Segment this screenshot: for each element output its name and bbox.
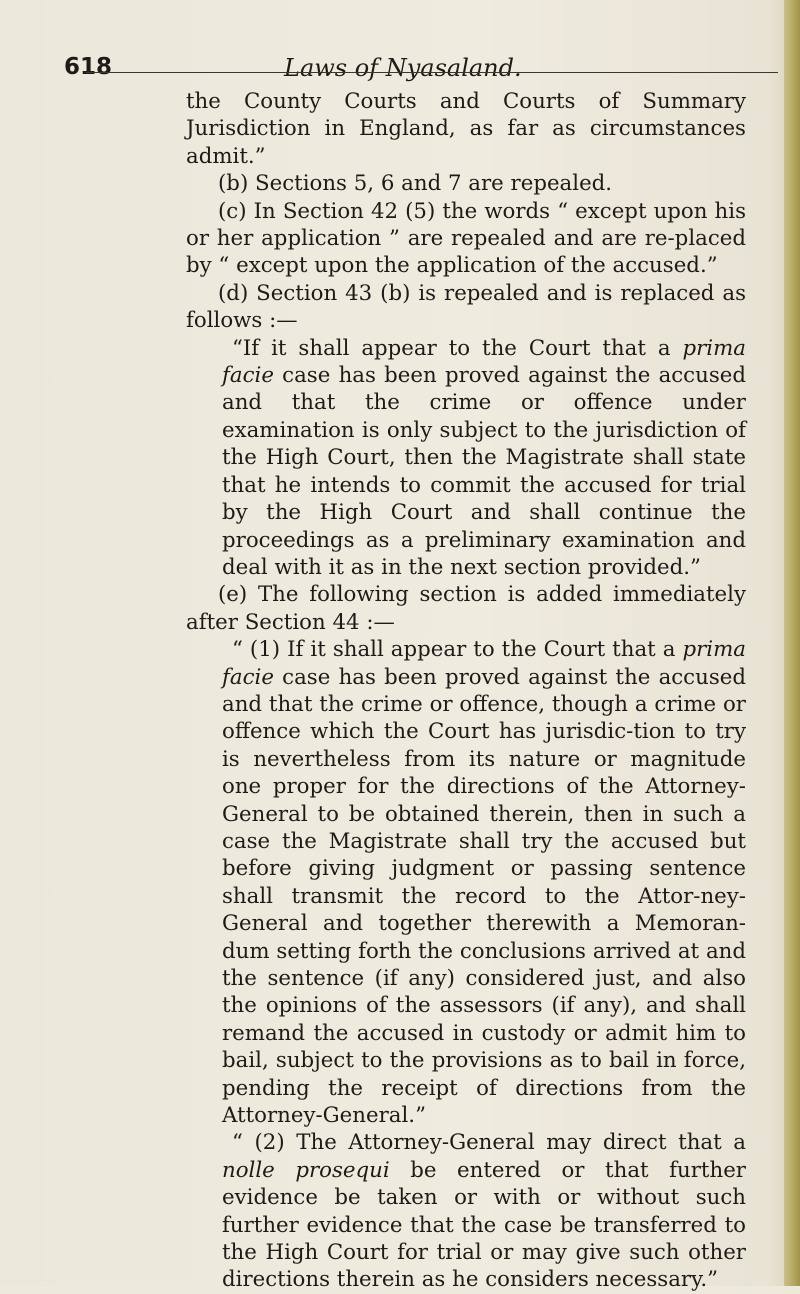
page-number: 618	[64, 54, 113, 80]
paragraph-d: (d) Section 43 (b) is repealed and is replaced as follows :—	[186, 280, 746, 334]
quote-subsection-1: “ (1) If it shall appear to the Court that a prima facie case has been proved against the accused and that the crime or offence, though a crime or offence which the Court has jurisdic-tion to try is nevertheless from its nature or magnitude one proper for the directions of the Attorney-General to be obtained therein, then in such a case the Magistrate shall try the accused but before giving judgment or passing sentence shall transmit the record to the Attor-ney-General and together therewith a Memoran-dum setting forth the conclusions arrived at and the sentence (if any) considered just, and also the opinions of the assessors (if any), and shall remand the accused in custody or admit him to bail, subject to the provisions as to bail in force, pending the receipt of directions from the Attorney-General.”	[222, 637, 746, 1129]
running-title: Laws of Nyasaland.	[284, 54, 522, 82]
paragraph-e: (e) The following section is added immediately after Section 44 :—	[186, 582, 746, 635]
paragraph-a-continued: the County Courts and Courts of Summary Jurisdiction in England, as far as circumstances admit.”	[186, 89, 746, 169]
quote-section-43b: “If it shall appear to the Court that a prima facie case has been proved against the accused and that the crime or offence under examination is only subject to the jurisdiction of the High Court, then the Magistrate shall state that he intends to commit the accused for trial by the High Court and shall continue the proceedings as a preliminary examination and deal with it as in the next section provided.”	[222, 335, 746, 580]
page-edge	[784, 0, 800, 1286]
paragraph-b: (b) Sections 5, 6 and 7 are repealed.	[218, 171, 613, 197]
header-rule	[86, 72, 778, 73]
paragraph-c: (c) In Section 42 (5) the words “ except upon his or her application ” are repealed and are re-placed by “ except upon the application of the accused.”	[186, 198, 746, 279]
page-body	[186, 88, 746, 1294]
quote-subsection-2: “ (2) The Attorney-General may direct that a nolle prosequi be entered or that further evidence be taken or with or without such further evidence that the case be transferred to the High Court for trial or may give such other directions therein as he considers necessary.”	[222, 1130, 746, 1293]
